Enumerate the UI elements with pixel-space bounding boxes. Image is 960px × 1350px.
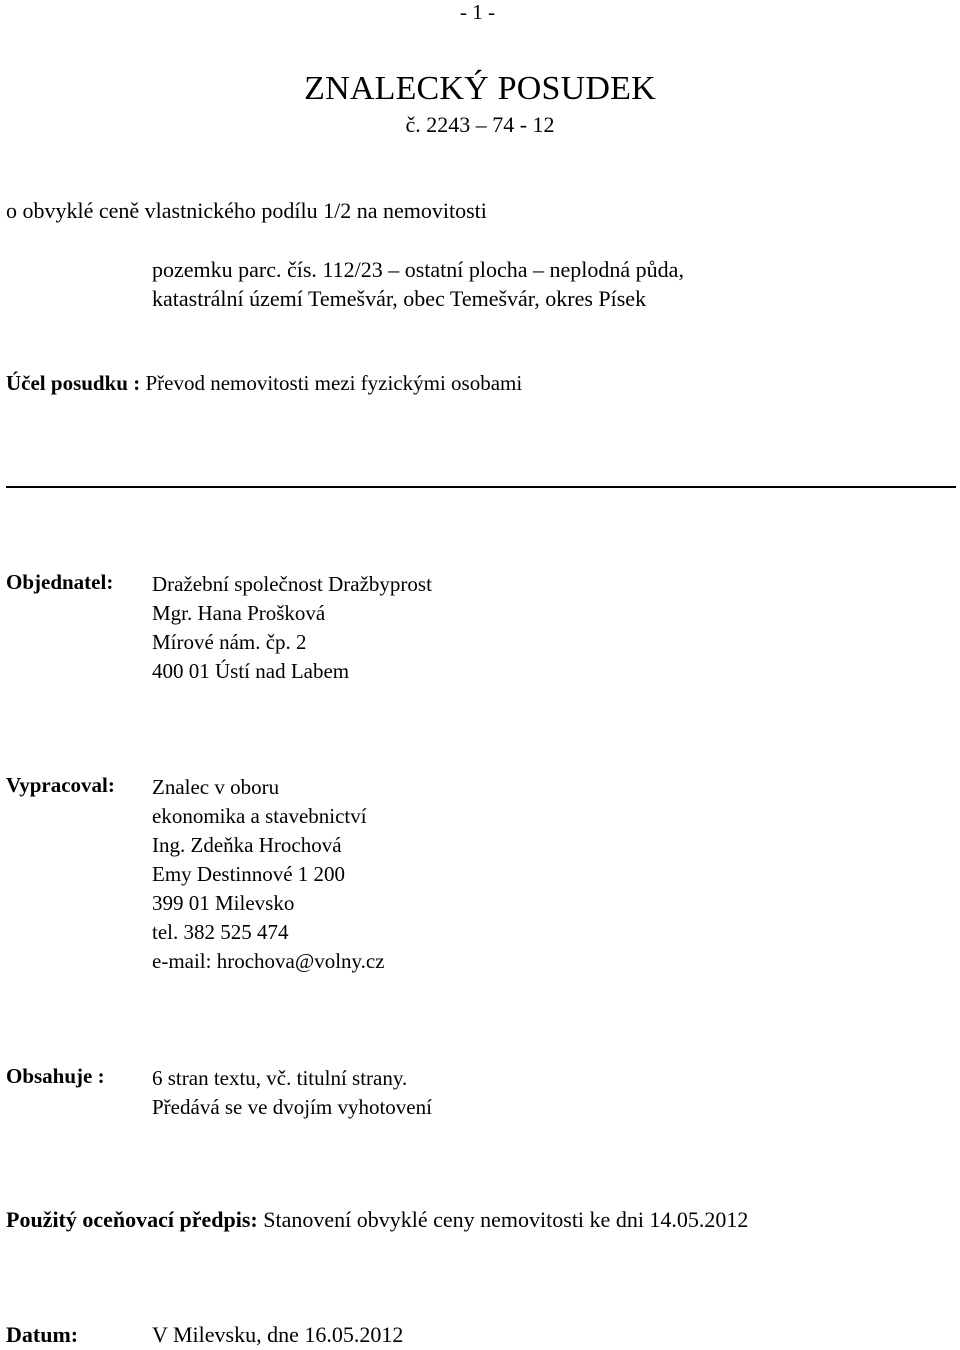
regulation-label: Použitý oceňovací předpis: [6, 1207, 258, 1232]
document-number: č. 2243 – 74 - 12 [405, 112, 555, 137]
purpose [6, 371, 522, 396]
author-line: Emy Destinnové 1 200 [152, 862, 346, 886]
regulation-value: Stanovení obvyklé ceny nemovitosti ke dni 14.05.2012 [263, 1207, 749, 1232]
client-line: Mírové nám. čp. 2 [152, 630, 307, 654]
purpose-value: Převod nemovitosti mezi fyzickými osobami [145, 371, 523, 395]
property-line-2: katastrální území Temešvár, obec Temešvár, okres Písek [152, 286, 647, 311]
author-details [152, 773, 385, 976]
page-number: - 1 - [460, 0, 495, 24]
client-label: Objednatel: [6, 570, 114, 594]
client-details [152, 570, 432, 686]
purpose-label: Účel posudku : [6, 371, 141, 395]
client-line: Mgr. Hana Prošková [152, 601, 326, 625]
date-value: V Milevsku, dne 16.05.2012 [152, 1322, 404, 1347]
client-line: 400 01 Ústí nad Labem [152, 659, 350, 683]
author-line: tel. 382 525 474 [152, 920, 289, 944]
subject-line: o obvyklé ceně vlastnického podílu 1/2 na nemovitosti [6, 198, 487, 223]
document-title: ZNALECKÝ POSUDEK [304, 70, 656, 107]
author-line: Znalec v oboru [152, 775, 280, 799]
contents-line: Předává se ve dvojím vyhotovení [152, 1095, 432, 1119]
contents-line: 6 stran textu, vč. titulní strany. [152, 1066, 408, 1090]
client-line: Dražební společnost Dražbyprost [152, 572, 432, 596]
property-line-1: pozemku parc. čís. 112/23 – ostatní plocha – neplodná půda, [152, 257, 684, 282]
author-line: Ing. Zdeňka Hrochová [152, 833, 342, 857]
date-label: Datum: [6, 1322, 79, 1347]
author-label: Vypracoval: [6, 773, 115, 797]
author-line: e-mail: hrochova@volny.cz [152, 949, 385, 973]
regulation [6, 1207, 748, 1233]
contents-label: Obsahuje : [6, 1064, 105, 1088]
author-line: ekonomika a stavebnictví [152, 804, 367, 828]
horizontal-divider [6, 486, 956, 488]
author-line: 399 01 Milevsko [152, 891, 295, 915]
contents-details [152, 1064, 432, 1122]
